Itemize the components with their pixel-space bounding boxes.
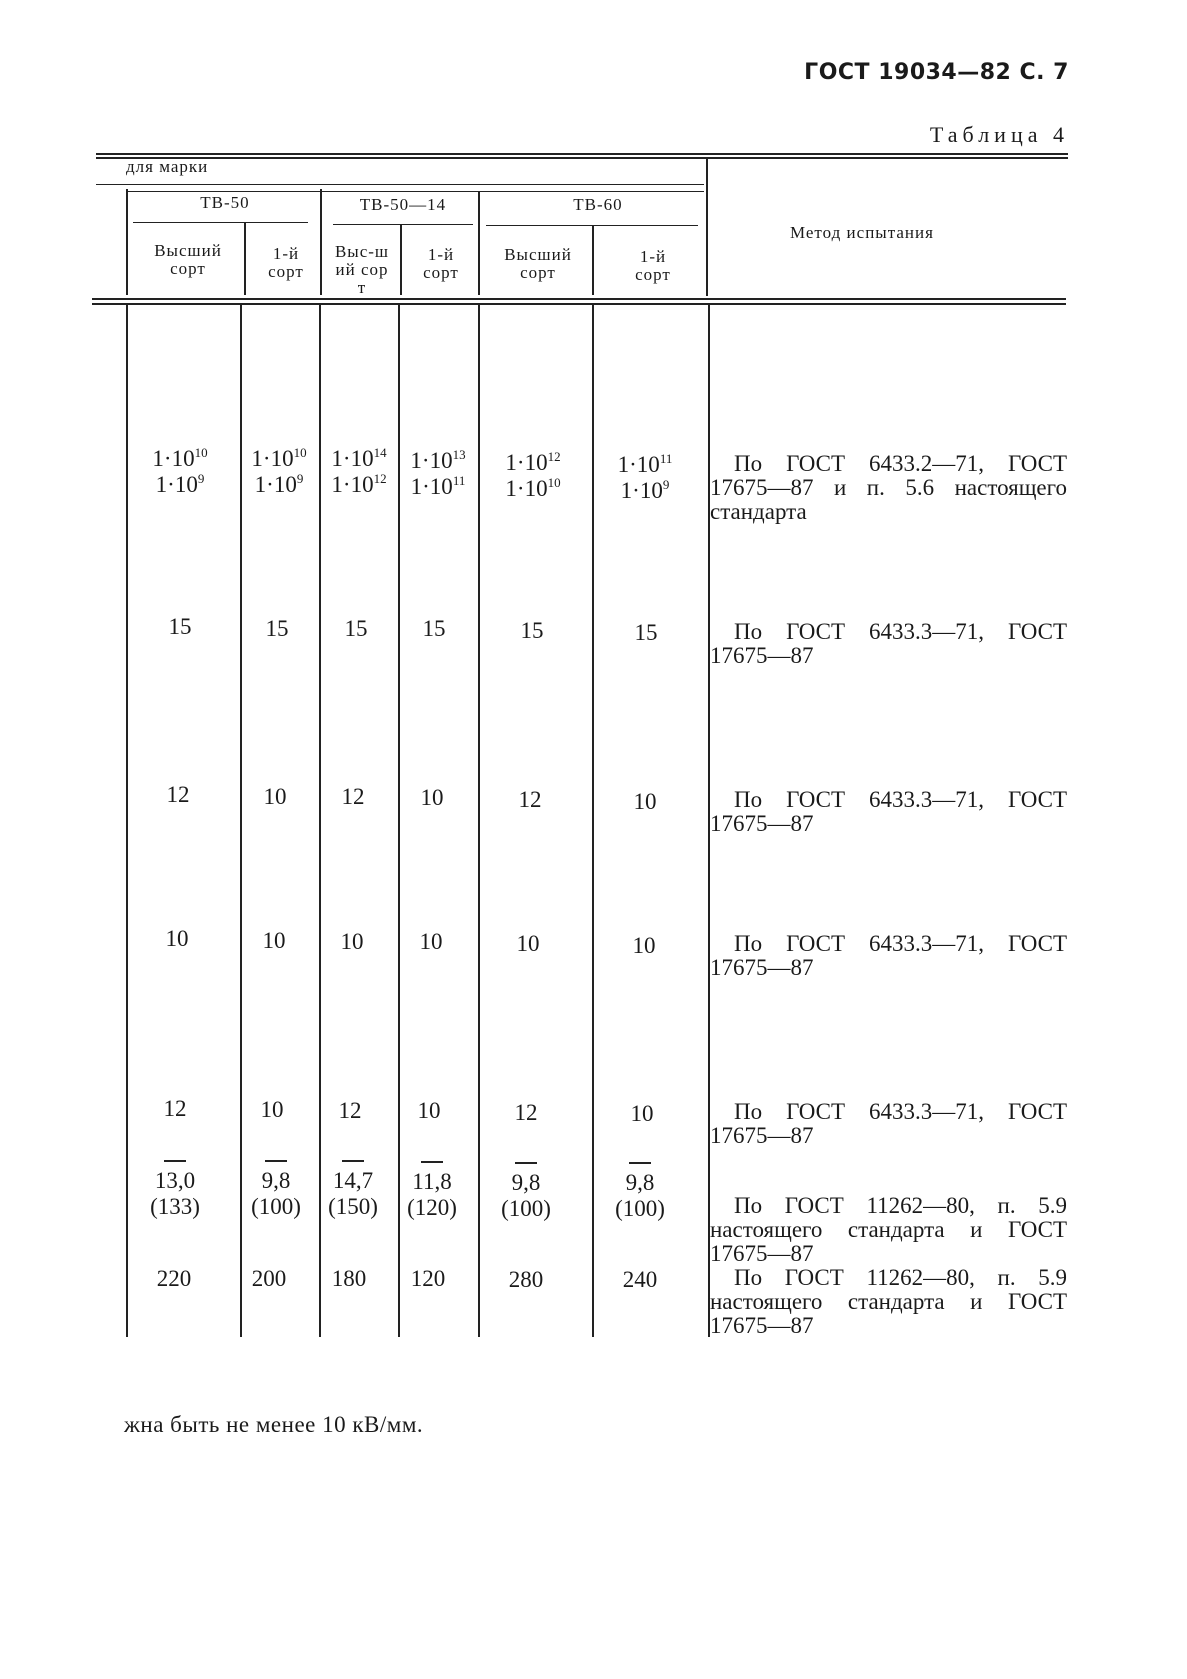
table-cell: 15 — [344, 616, 368, 641]
column-divider — [478, 191, 480, 295]
table-cell: 240 — [622, 1267, 658, 1292]
table-cell: 12 — [166, 782, 190, 807]
table-cell: 10 — [632, 933, 656, 958]
table-cell: $1\cdot 10^{14}$ $1\cdot 10^{12}$ — [331, 445, 387, 497]
table-cell: 9,8 (100) — [590, 1162, 690, 1222]
table-top-rule-2 — [96, 157, 1068, 159]
table-cell: 15 — [422, 616, 446, 641]
document-id: ГОСТ 19034—82 С. 7 — [804, 60, 1069, 85]
table-cell: 220 — [156, 1266, 192, 1291]
header-bottom-rule — [92, 298, 1066, 300]
table-cell: 12 — [514, 1100, 538, 1125]
table-cell: 9,8 (100) — [226, 1160, 326, 1220]
column-divider — [244, 222, 246, 295]
dash-mark — [629, 1162, 651, 1164]
column-divider — [320, 189, 322, 295]
brand-tv50: ТВ-50 — [200, 193, 250, 212]
method-header: Метод испытания — [790, 223, 934, 242]
table-cell: $1\cdot 10^{12}$ $1\cdot 10^{10}$ — [505, 449, 561, 501]
brand-rule — [126, 191, 704, 192]
table-cell: 12 — [518, 787, 542, 812]
table-cell: 10 — [630, 1101, 654, 1126]
table-cell: $1\cdot 10^{13}$ $1\cdot 10^{11}$ — [410, 447, 466, 499]
dash-mark — [164, 1160, 186, 1162]
table-cell: 15 — [265, 616, 289, 641]
table-cell: 280 — [508, 1267, 544, 1292]
grade-header: 1-й сорт — [635, 247, 671, 284]
test-method: По ГОСТ 11262—80, п. 5.9 настоящего стандарта и ГОСТ 17675—87 — [710, 1193, 1067, 1266]
table-cell: 14,7 (150) — [303, 1160, 403, 1220]
test-method: По ГОСТ 6433.3—71, ГОСТ 17675—87 — [710, 787, 1067, 836]
table-cell: 15 — [520, 618, 544, 643]
grade-header: Высший сорт — [154, 241, 222, 278]
group-label: для марки — [126, 157, 209, 176]
table-cell: 10 — [417, 1098, 441, 1123]
table-cell: 11,8 (120) — [382, 1161, 482, 1221]
table-cell: 10 — [633, 789, 657, 814]
grade-header: 1-й сорт — [268, 244, 304, 281]
table-cell: 200 — [251, 1266, 287, 1291]
table-cell: 10 — [260, 1097, 284, 1122]
table-cell: 10 — [516, 931, 540, 956]
table-cell: 12 — [341, 784, 365, 809]
grade-header: Высший сорт — [504, 245, 572, 282]
table-cell: 9,8 (100) — [476, 1162, 576, 1222]
brand-underline-2 — [333, 224, 473, 225]
test-method: По ГОСТ 6433.3—71, ГОСТ 17675—87 — [710, 619, 1067, 668]
footer-note: жна быть не менее 10 кВ/мм. — [124, 1412, 424, 1437]
group-rule — [96, 184, 704, 185]
test-method: По ГОСТ 6433.2—71, ГОСТ 17675—87 и п. 5.6 настоящего стандарта — [710, 451, 1067, 524]
dash-mark — [265, 1160, 287, 1162]
brand-tv60: ТВ-60 — [573, 195, 623, 214]
table-cell: 10 — [262, 928, 286, 953]
table-cell: 12 — [338, 1098, 362, 1123]
brand-underline-1 — [133, 222, 308, 223]
column-divider — [400, 224, 402, 295]
column-divider — [592, 225, 594, 295]
table-cell: $1\cdot 10^{11}$ $1\cdot 10^9$ — [617, 451, 673, 503]
table-cell: 10 — [340, 929, 364, 954]
table-cell: 10 — [165, 926, 189, 951]
grade-header: Выс-ший сорт — [334, 242, 390, 297]
table-cell: 15 — [168, 614, 192, 639]
table-cell: 10 — [420, 785, 444, 810]
table-cell: 120 — [410, 1266, 446, 1291]
test-method: По ГОСТ 11262—80, п. 5.9 настоящего стандарта и ГОСТ 17675—87 — [710, 1265, 1067, 1338]
table-cell: 10 — [263, 784, 287, 809]
table-cell: $1\cdot 10^{10}$ $1\cdot 10^9$ — [251, 445, 307, 497]
table-cell: 10 — [419, 929, 443, 954]
table-cell: 12 — [163, 1096, 187, 1121]
table-cell: 180 — [331, 1266, 367, 1291]
dash-mark — [515, 1162, 537, 1164]
dash-mark — [421, 1161, 443, 1163]
table-cell: $1\cdot 10^{10}$ $1\cdot 10^9$ — [152, 445, 208, 497]
header-bottom-rule-2 — [92, 303, 1066, 305]
table-cell: 13,0 (133) — [125, 1160, 225, 1220]
column-divider — [706, 157, 708, 296]
test-method: По ГОСТ 6433.3—71, ГОСТ 17675—87 — [710, 1099, 1067, 1148]
table-cell: 15 — [634, 620, 658, 645]
brand-tv50-14: ТВ-50—14 — [359, 195, 447, 214]
table-title: Таблица 4 — [929, 122, 1069, 147]
test-method: По ГОСТ 6433.3—71, ГОСТ 17675—87 — [710, 931, 1067, 980]
dash-mark — [342, 1160, 364, 1162]
grade-header: 1-й сорт — [423, 245, 459, 282]
table-top-rule — [96, 153, 1068, 155]
column-divider — [126, 189, 128, 295]
